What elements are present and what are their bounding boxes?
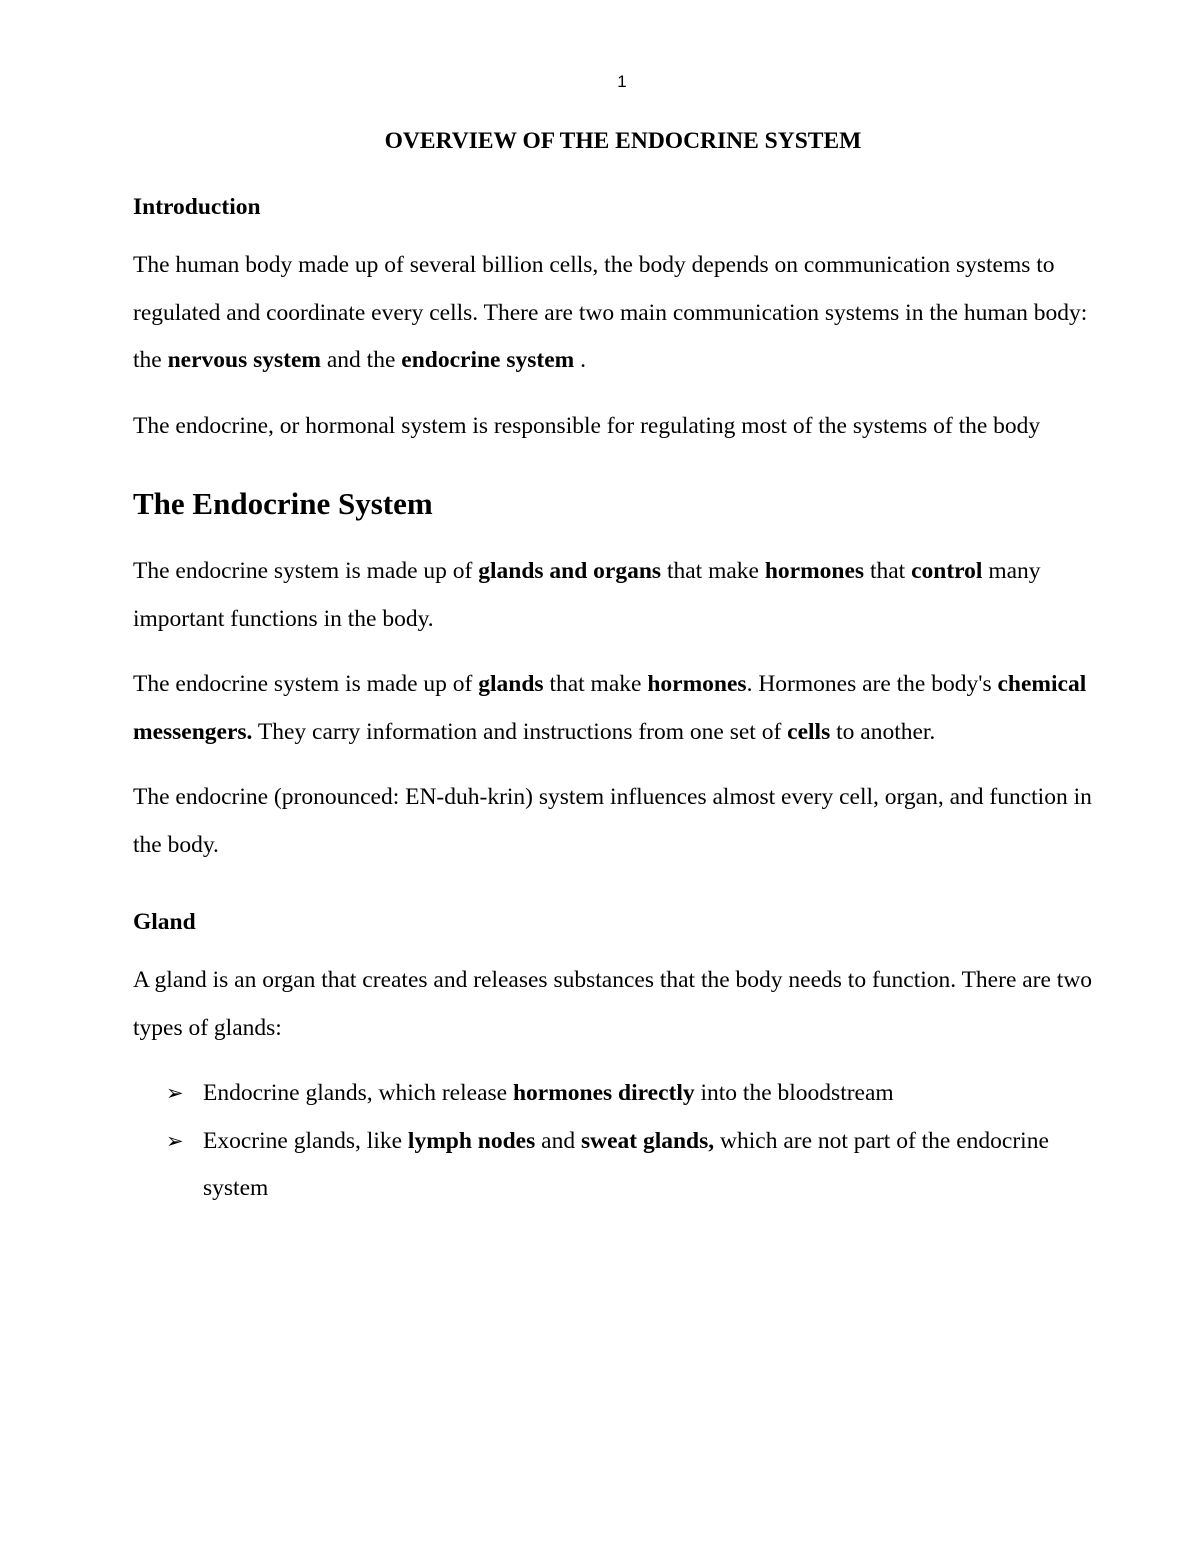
bold-term-glands-and-organs: glands and organs bbox=[478, 558, 662, 584]
text-run: to another. bbox=[830, 718, 936, 745]
list-item bbox=[133, 1118, 1103, 1213]
text-run: The endocrine system is made up of bbox=[133, 558, 479, 584]
bold-term-chemical-messengers: chemical messengers. bbox=[133, 671, 1087, 745]
document-body bbox=[133, 124, 1103, 1213]
endocrine-paragraph-3: The endocrine (pronounced: EN-duh-krin) system influences almost every cell, organ, and function in the body. bbox=[133, 784, 1092, 858]
bold-term-sweat-glands: sweat glands, bbox=[580, 1127, 715, 1154]
arrow-bullet-icon: ➢ bbox=[166, 1081, 184, 1105]
endocrine-paragraph-2 bbox=[133, 661, 1103, 756]
document-title: OVERVIEW OF THE ENDOCRINE SYSTEM bbox=[384, 128, 862, 154]
endocrine-system-heading: The Endocrine System bbox=[133, 486, 433, 521]
list-item bbox=[133, 1070, 1103, 1118]
text-run: and the bbox=[321, 347, 402, 373]
text-run: many important functions in the body. bbox=[133, 558, 1041, 632]
bold-term-hormones: hormones bbox=[764, 558, 865, 584]
text-run: that make bbox=[543, 671, 648, 697]
gland-types-list bbox=[133, 1070, 1103, 1213]
text-run: They carry information and instructions from one set of bbox=[252, 718, 788, 745]
text-run: The endocrine system is made up of bbox=[133, 671, 479, 697]
text-run: The human body made up of several billion cells, the body depends on communication systems to regulated and coordinate every cells. There are two main communication systems in the human body: the bbox=[133, 252, 1088, 373]
bold-term-hormones: hormones bbox=[647, 671, 747, 697]
text-run: into the bloodstream bbox=[694, 1080, 894, 1106]
endocrine-paragraph-1 bbox=[133, 548, 1103, 643]
text-run: which are not part of the endocrine system bbox=[203, 1127, 1049, 1201]
bold-term-endocrine-system: endocrine system bbox=[401, 347, 575, 373]
text-run: . bbox=[574, 347, 586, 373]
text-run: that bbox=[864, 558, 912, 584]
introduction-paragraph-1 bbox=[133, 242, 1103, 385]
bold-term-hormones-directly: hormones directly bbox=[512, 1080, 695, 1106]
text-run: and bbox=[535, 1127, 581, 1154]
text-run: . Hormones are the body's bbox=[746, 671, 998, 697]
bold-term-glands: glands bbox=[478, 671, 544, 697]
text-run: that make bbox=[661, 558, 765, 584]
gland-paragraph: A gland is an organ that creates and releases substances that the body needs to function. There are two types of glands: bbox=[133, 967, 1093, 1041]
introduction-paragraph-2: The endocrine, or hormonal system is responsible for regulating most of the systems of the body bbox=[133, 412, 1041, 439]
gland-heading: Gland bbox=[133, 909, 196, 935]
bold-term-cells: cells bbox=[787, 718, 831, 745]
bold-term-lymph-nodes: lymph nodes bbox=[407, 1127, 536, 1154]
arrow-bullet-icon: ➢ bbox=[166, 1128, 184, 1153]
text-run: Endocrine glands, which release bbox=[203, 1080, 513, 1106]
page-number: 1 bbox=[617, 72, 627, 91]
bold-term-control: control bbox=[911, 558, 983, 584]
bold-term-nervous-system: nervous system bbox=[167, 347, 321, 373]
introduction-heading: Introduction bbox=[133, 194, 261, 220]
text-run: Exocrine glands, like bbox=[203, 1127, 408, 1154]
